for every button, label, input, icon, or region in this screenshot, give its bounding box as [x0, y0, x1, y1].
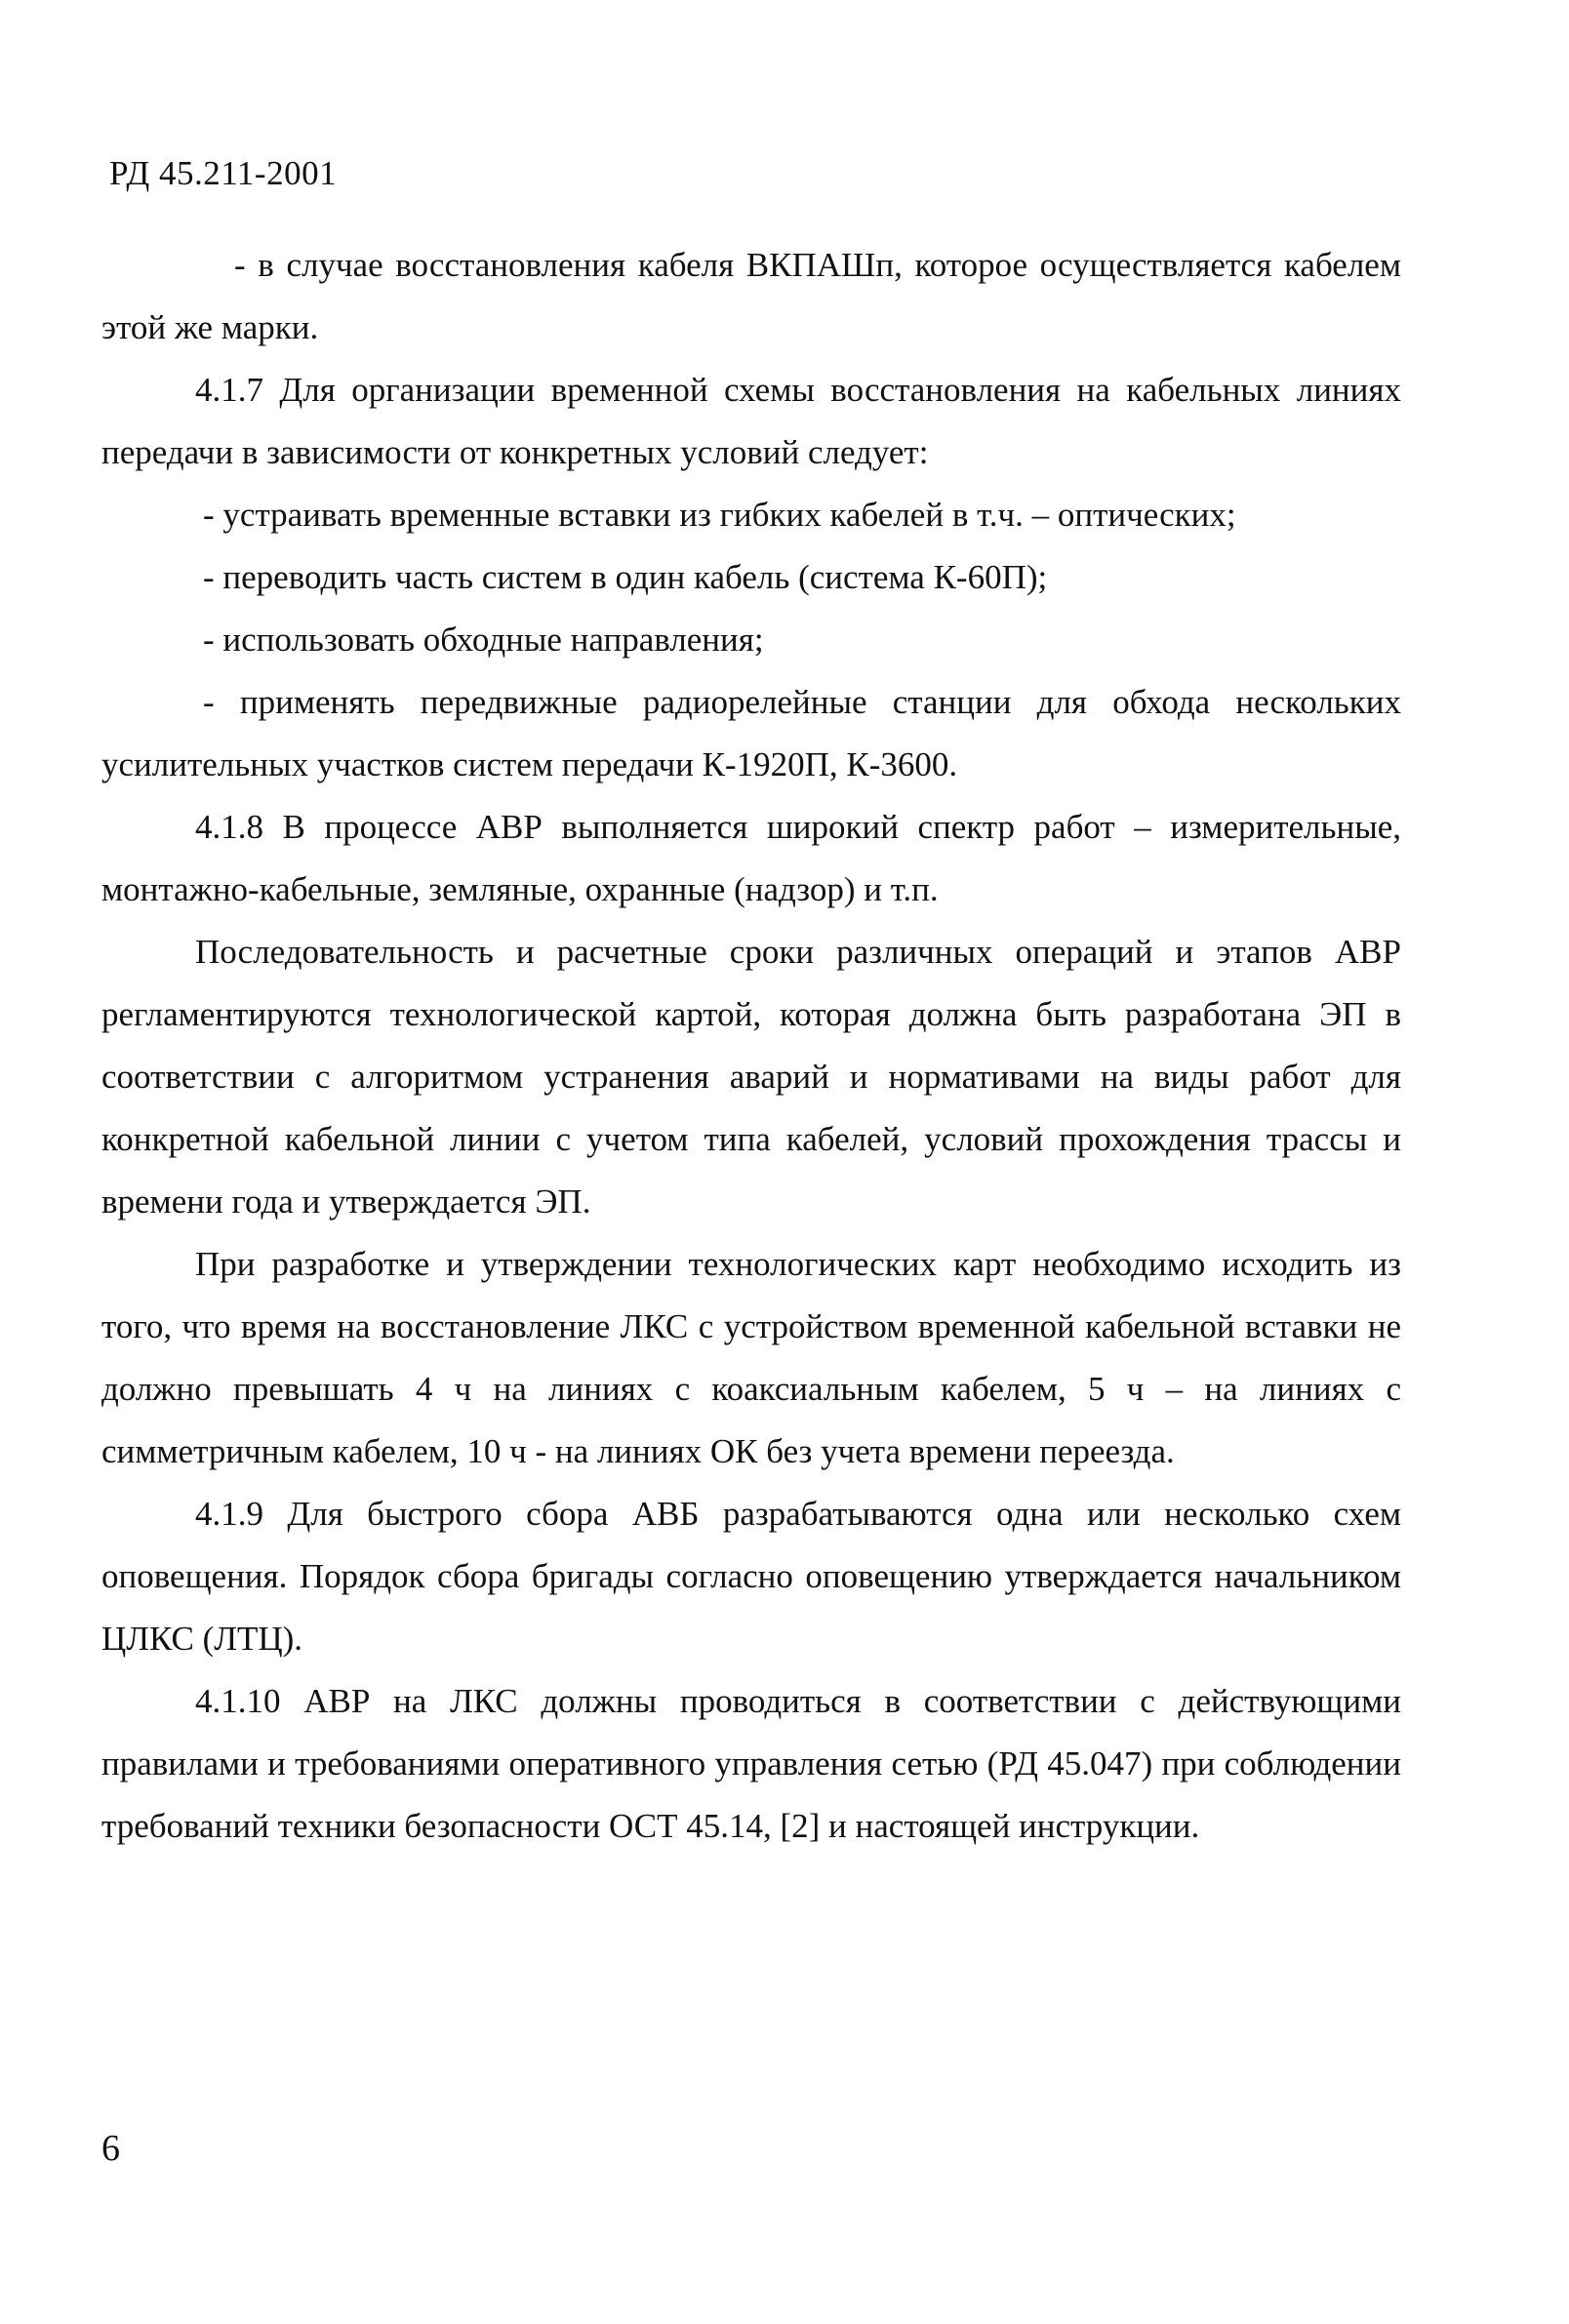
paragraph-4-1-10: 4.1.10 АВР на ЛКС должны проводиться в соответствии с действующими правилами и требованиями оперативного управления сетью (РД 45.047) при соблюдении требований техники безопасности ОСТ 45.14, [2] и настоящей инструкции.	[101, 1682, 1401, 1845]
paragraph-4-1-7: 4.1.7 Для организации временной схемы восстановления на кабельных линиях передачи в зависимости от конкретных условий следует:	[101, 371, 1401, 471]
list-item: - переводить часть систем в один кабель (система К-60П);	[203, 558, 1048, 596]
paragraph-4-1-9: 4.1.9 Для быстрого сбора АВБ разрабатываются одна или несколько схем оповещения. Порядок сбора бригады согласно оповещению утверждается начальником ЦЛКС (ЛТЦ).	[101, 1495, 1401, 1658]
paragraph-sequence: Последовательность и расчетные сроки различных операций и этапов АВР регламентируются технологической картой, которая должна быть разработана ЭП в соответствии с алгоритмом устранения аварий и нормативами на виды работ для конкретной кабельной линии с учетом типа кабелей, условий прохождения трассы и времени года и утверждается ЭП.	[101, 933, 1401, 1221]
page-number: 6	[101, 2128, 120, 2169]
list-item: - применять передвижные радиорелейные станции для обхода нескольких усилительных участков систем передачи К-1920П, К-3600.	[101, 683, 1401, 783]
document-code-header: РД 45.211-2001	[109, 154, 338, 192]
paragraph-technological-cards: При разработке и утверждении технологических карт необходимо исходить из того, что время на восстановление ЛКС с устройством временной кабельной вставки не должно превышать 4 ч на линиях с коаксиальным кабелем, 5 ч – на линиях с симметричным кабелем, 10 ч - на линиях ОК без учета времени переезда.	[101, 1245, 1401, 1470]
document-body	[101, 234, 1401, 1858]
paragraph-cable-restoration: - в случае восстановления кабеля ВКПАШп, которое осуществляется кабелем этой же марки.	[101, 246, 1401, 346]
list-item: - устраивать временные вставки из гибких кабелей в т.ч. – оптических;	[203, 496, 1236, 534]
list-item: - использовать обходные направления;	[203, 621, 764, 659]
paragraph-4-1-8: 4.1.8 В процессе АВР выполняется широкий спектр работ – измерительные, монтажно-кабельные, земляные, охранные (надзор) и т.п.	[101, 808, 1401, 908]
